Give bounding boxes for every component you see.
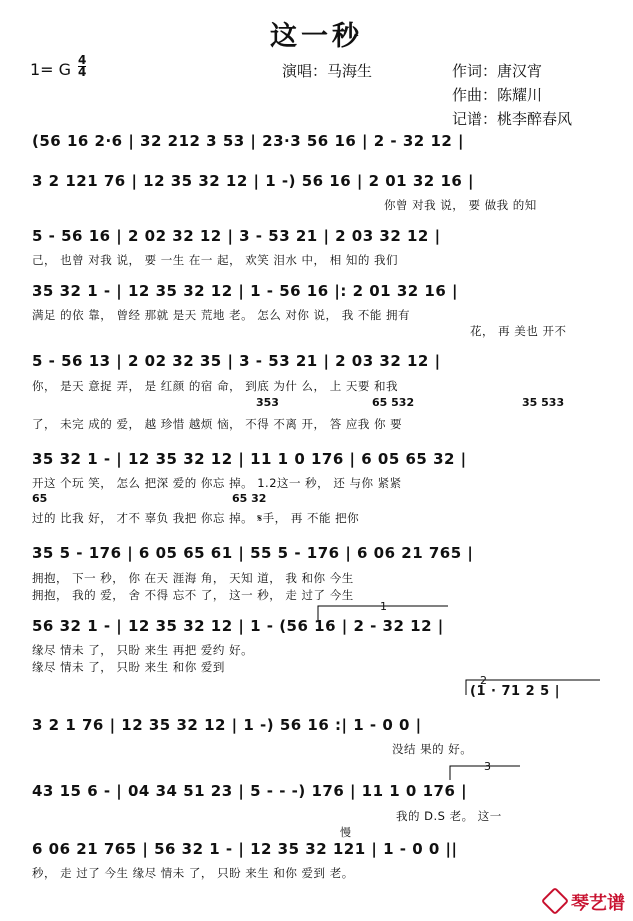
staff-system-5: 5 - 56 13 | 2 02 32 35 | 3 - 53 21 | 2 03 32 12 | bbox=[32, 352, 441, 370]
staff-system-4: 35 32 1 - | 12 35 32 12 | 1 - 56 16 |: 2 01 32 16 | bbox=[32, 282, 459, 300]
staff-system-7: 35 5 - 176 | 6 05 65 61 | 55 5 - 176 | 6 06 21 765 | bbox=[32, 544, 474, 562]
alt-notes-5b: 65 532 bbox=[372, 396, 415, 409]
alt-notes-5a: 353 bbox=[256, 396, 279, 409]
key-signature: 1= G bbox=[30, 60, 72, 79]
lyric-line-6b: 过的 比我 好， 才不 辜负 我把 你忘 掉。 𝄋手， 再 不能 把你 bbox=[32, 511, 360, 525]
lyric-line-10a: 我的 D.S 老。 这一 bbox=[396, 809, 502, 823]
transcriber-credit: 记谱：桃李醉春风 bbox=[452, 110, 573, 128]
lyric-line-4b: 花， 再 美也 开不 bbox=[470, 324, 567, 338]
alt-ending-notes: (1 · 71 2 5 | bbox=[470, 684, 560, 699]
staff-system-6: 35 32 1 - | 12 35 32 12 | 11 1 0 176 | 6 05 65 32 | bbox=[32, 450, 467, 468]
lyric-line-8a: 缘尽 情未 了， 只盼 来生 再把 爱约 好。 bbox=[32, 643, 254, 657]
song-title: 这一秒 bbox=[270, 21, 363, 52]
lyric-line-5b: 了， 未完 成的 爱， 越 珍惜 越烦 恼， 不得 不离 开， 答 应我 你 要 bbox=[32, 417, 403, 431]
lyric-line-3a: 己， 也曾 对我 说， 要 一生 在一 起， 欢笑 泪水 中， 相 知的 我们 bbox=[32, 253, 399, 267]
volta-label-2: 2 bbox=[480, 674, 487, 687]
staff-system-3: 5 - 56 16 | 2 02 32 12 | 3 - 53 21 | 2 03 32 12 | bbox=[32, 227, 441, 245]
alt-notes-6a: 65 bbox=[32, 492, 48, 505]
lyric-line-6a: 开这 个玩 笑， 怎么 把深 爱的 你忘 掉。 1.2这一 秒， 还 与你 紧紧 bbox=[32, 476, 402, 490]
watermark-icon bbox=[541, 887, 569, 915]
staff-system-10: 43 15 6 - | 04 34 51 23 | 5 - - -) 176 | 11 1 0 176 | bbox=[32, 782, 468, 800]
staff-system-11: 6 06 21 765 | 56 32 1 - | 12 35 32 121 | 1 - 0 0 || bbox=[32, 840, 458, 858]
time-signature-bottom: 4 bbox=[78, 65, 87, 79]
staff-system-9: 3 2 1 76 | 12 35 32 12 | 1 -) 56 16 :| 1 - 0 0 | bbox=[32, 716, 422, 734]
lyricist-credit: 作词：唐汉宵 bbox=[452, 62, 543, 80]
staff-system-8: 56 32 1 - | 12 35 32 12 | 1 - (56 16 | 2 - 32 12 | bbox=[32, 617, 444, 635]
lyric-line-8b: 缘尽 情未 了， 只盼 来生 和你 爱到 bbox=[32, 660, 225, 674]
staff-system-2: 3 2 121 76 | 12 35 32 12 | 1 -) 56 16 | 2 01 32 16 | bbox=[32, 172, 475, 190]
lyric-line-2a: 你曾 对我 说， 要 做我 的知 bbox=[384, 198, 537, 212]
time-signature-top: 4 bbox=[78, 53, 87, 67]
lyric-line-4a: 满足 的依 靠， 曾经 那就 是天 荒地 老。 怎么 对你 说， 我 不能 拥有 bbox=[32, 308, 411, 322]
lyric-line-7b: 拥抱， 我的 爱， 舍 不得 忘不 了， 这一 秒， 走 过了 今生 bbox=[32, 588, 354, 602]
alt-notes-5c: 35 533 bbox=[522, 396, 565, 409]
volta-label-3: 3 bbox=[484, 760, 491, 773]
lyric-line-9a: 没结 果的 好。 bbox=[392, 742, 473, 756]
lyric-line-11a: 秒， 走 过了 今生 缘尽 情未 了， 只盼 来生 和你 爱到 老。 bbox=[32, 866, 354, 880]
composer-credit: 作曲：陈耀川 bbox=[452, 86, 543, 104]
watermark-text: 琴艺谱 bbox=[571, 893, 625, 914]
singer-credit: 演唱：马海生 bbox=[282, 62, 373, 80]
staff-system-1: (56 16 2·6 | 32 212 3 53 | 23·3 56 16 | 2 - 32 12 | bbox=[32, 132, 465, 150]
alt-notes-6b: 65 32 bbox=[232, 492, 267, 505]
lyric-line-5a: 你， 是天 意捉 弄， 是 红颜 的宿 命， 到底 为什 么， 上 天要 和我 bbox=[32, 379, 399, 393]
tempo-mark-slow: 慢 bbox=[340, 826, 351, 839]
watermark-logo bbox=[545, 889, 625, 915]
lyric-line-7a: 拥抱， 下一 秒， 你 在天 涯海 角， 天知 道， 我 和你 今生 bbox=[32, 571, 354, 585]
volta-label-1: 1 bbox=[380, 600, 387, 613]
